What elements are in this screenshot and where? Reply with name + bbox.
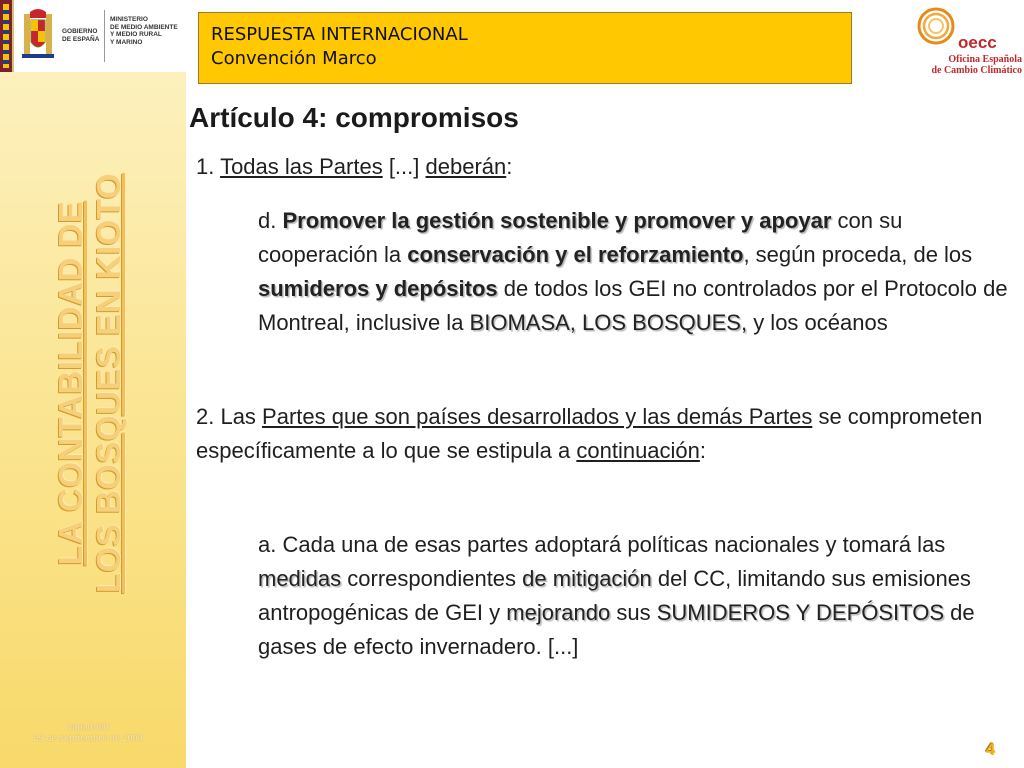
divider (104, 10, 105, 62)
text-run: de gases de efecto invernadero. [...] (258, 600, 975, 659)
paragraph-d (258, 204, 1008, 340)
flag-icon (0, 0, 12, 72)
highlighted-text: BIOMASA, LOS BOSQUES, (469, 310, 748, 335)
paragraph-2 (196, 400, 1006, 468)
text-run: correspondientes (341, 566, 523, 591)
underlined-text: continuación (576, 438, 700, 463)
text-run: 2. Las (196, 404, 263, 429)
underlined-text: Todas las Partes (220, 154, 383, 179)
header-title: RESPUESTA INTERNACIONAL (211, 24, 468, 45)
coat-of-arms-icon (20, 8, 56, 62)
ministry-line: Y MEDIO RURAL (110, 31, 162, 38)
highlighted-text: conservación y el reforzamiento (407, 242, 744, 267)
ministry-line: DE MEDIO AMBIENTE (110, 23, 178, 31)
ministry-line: Y MARINO (110, 38, 143, 46)
footer-city: Valladolid (66, 722, 109, 732)
text-run: y los océanos (747, 310, 888, 335)
oecc-rings-icon (916, 4, 964, 52)
text-run: del CC, limitando sus emisiones antropogénicas de GEI y (258, 566, 971, 625)
sidebar (0, 0, 186, 768)
text-run: se comprometen específicamente a lo que se estipula a (196, 404, 983, 463)
text-run: a. Cada una de esas partes adoptará políticas nacionales y tomará las (258, 532, 946, 557)
highlighted-text: mejorando (506, 600, 611, 625)
text-run: con su cooperación la (258, 208, 903, 267)
text-run: 1. (196, 154, 221, 179)
paragraph-1 (196, 150, 986, 184)
logo-subtitle (914, 54, 1022, 76)
article-title: Artículo 4: compromisos (189, 102, 519, 133)
highlighted-text: Promover la gestión sostenible y promover y apoyar (282, 208, 832, 233)
text-run: de todos los GEI no controlados por el Protocolo de Montreal, inclusive la (258, 276, 1008, 335)
vertical-section-title (20, 155, 160, 610)
ministry-label (110, 16, 184, 46)
logo-sub-line: Oficina Española (948, 54, 1022, 65)
paragraph-a (258, 528, 1018, 664)
footer-location-date (0, 722, 176, 744)
logo-wordmark: oecc (958, 33, 997, 52)
vertical-title-line2: LOS BOSQUES EN KIOTO (90, 172, 127, 593)
logo-sub-line: de Cambio Climático (931, 65, 1022, 76)
oecc-logo (914, 2, 1020, 86)
text-run: : (699, 438, 707, 463)
ministry-line: MINISTERIO (110, 16, 148, 23)
underlined-text: deberán (425, 154, 507, 179)
vertical-title-text (52, 155, 128, 610)
text-run: [...] (382, 154, 426, 179)
highlighted-text: sumideros y depósitos (258, 276, 498, 301)
underlined-text: Partes que son países desarrollados y las demás Partes (262, 404, 813, 429)
highlighted-text: de mitigación (522, 566, 652, 591)
government-header (0, 0, 186, 72)
text-run: sus (610, 600, 657, 625)
gov-line: GOBIERNO (62, 28, 98, 35)
page-number: 4 (986, 740, 996, 759)
divider (12, 0, 14, 72)
section-header-box (198, 12, 852, 84)
highlighted-text: SUMIDEROS Y DEPÓSITOS (656, 600, 944, 625)
vertical-title-line1: LA CONTABILIDAD DE (52, 200, 89, 565)
government-label (62, 28, 102, 43)
text-run: : (506, 154, 513, 179)
highlighted-text: medidas (258, 566, 342, 591)
footer-date: 25 de septiembre de 2008 (33, 733, 143, 743)
text-run: d. (258, 208, 283, 233)
text-run: , según proceda, de los (743, 242, 973, 267)
header-subtitle: Convención Marco (211, 48, 377, 69)
gov-line: DE ESPAÑA (62, 35, 100, 43)
